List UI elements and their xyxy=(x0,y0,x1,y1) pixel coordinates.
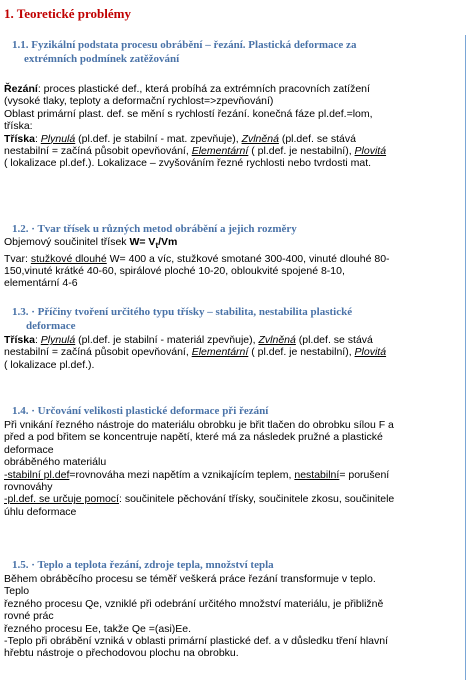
text-line: -Teplo při obrábění vzniká v oblasti primární plastické def. a v důsledku tření hlavní xyxy=(4,635,389,648)
text-line: Řezání: proces plastické def., která probíhá za extrémních pracovních zatížení xyxy=(4,83,370,95)
text-line: 150,vinuté krátké 40-60, spirálové ploché 10-20, obloukvité spojené 8-10, xyxy=(4,264,345,277)
section-body-1-4 xyxy=(4,419,466,518)
text-line: Tvar: stužkové dlouhé W= 400 a víc, stužkové smotané 300-400, vinuté dlouhé 80- xyxy=(4,252,390,265)
text-line: nestabilní = začíná působit opevňování, Elementární ( pl.def. je nestabilní), Plovitá xyxy=(4,346,387,359)
page-title: 1. Teoretické problémy xyxy=(4,6,131,21)
heading-line: 1.3. · Příčiny tvoření určitého typu třísky – stabilita, nestabilita plastické xyxy=(12,306,353,318)
text-line: Při vnikání řezného nástroje do materiálu obrobku je břit tlačen do obrobku sílou F a xyxy=(4,419,394,431)
text-line: hřebtu nástroje o přechodovou plochu na obrobku. xyxy=(4,647,239,660)
section-heading-1-3 xyxy=(12,305,352,333)
section-body-1-2 xyxy=(4,236,466,290)
text-line: -stabilní pl.def=rovnováha mezi napětím a vznikajícím teplem, nestabilní= porušení xyxy=(4,468,390,481)
heading-line: deformace xyxy=(26,320,76,332)
text-line: Teplo xyxy=(4,585,30,598)
text-line: Během obráběcího procesu se téměř veškerá práce řezání transformuje v teplo. xyxy=(4,573,376,585)
heading-line: 1.2. · Tvar třísek u různých metod obrábění a jejich rozměry xyxy=(12,223,297,235)
text-line: Tříska: Plynulá (pl.def. je stabilní - materiál zpevňuje), Zvlněná (pl.def. se stává xyxy=(4,334,373,346)
text-line: -pl.def. se určuje pomocí: součinitele pěchování třísky, součinitele zkosu, součinitele xyxy=(4,493,395,506)
text-line: deformace xyxy=(4,443,54,456)
heading-line: extrémních podmínek zatěžování xyxy=(24,53,180,65)
text-line: Tříska: Plynulá (pl.def. je stabilní - mat. zpevňuje), Zvlněná (pl.def. se stává xyxy=(4,132,356,145)
section-heading-1-2 xyxy=(12,222,297,236)
text-line: nestabilní = začíná působit opevňování, Elementární ( pl.def. je nestabilní), Plovitá xyxy=(4,145,387,158)
section-heading-1-4 xyxy=(12,404,268,418)
text-line: rovné prác xyxy=(4,610,54,623)
heading-line: 1.4. · Určování velikosti plastické deformace při řezání xyxy=(12,405,269,417)
section-body-1-1 xyxy=(4,83,466,170)
text-line: ( lokalizace pl.def.). xyxy=(4,358,95,371)
section-body-1-5 xyxy=(4,573,466,660)
text-line: Oblast primární plast. def. se mění s rychlostí řezání. konečná fáze pl.def.=lom, xyxy=(4,107,373,120)
text-line: ( lokalizace pl.def.). Lokalizace – zvyšováním řezné rychlosti nebo tvrdosti mat. xyxy=(4,157,372,170)
text-line: elementární 4-6 xyxy=(4,277,78,290)
text-line: Objemový součinitel třísek $W= V_t/Vm$ xyxy=(4,236,178,251)
text-line: úhlu deformace xyxy=(4,505,77,518)
section-heading-1-5 xyxy=(12,558,274,572)
heading-line: 1.1. Fyzikální podstata procesu obrábění – řezání. Plastická deformace za xyxy=(12,39,357,51)
text-line: obráběného materiálu xyxy=(4,456,107,469)
text-line: (vysoké tlaky, teploty a deformační rychlost=>zpevňování) xyxy=(4,95,274,108)
heading-line: 1.5. · Teplo a teplota řezání, zdroje tepla, množství tepla xyxy=(12,559,274,571)
section-body-1-3 xyxy=(4,334,466,371)
text-line: před a pod břitem se koncentruje napětí, které má za následek pružné a plastické xyxy=(4,431,383,444)
text-line: rovnováhy xyxy=(4,481,53,494)
text-line: tříska: xyxy=(4,120,33,133)
section-heading-1-1 xyxy=(12,38,356,66)
text-line: řezného procesu Ee, takže Qe =(asi)Ee. xyxy=(4,622,192,635)
text-line: řezného procesu Qe, vzniklé při odebrání určitého množství materiálu, je přibližně xyxy=(4,597,384,610)
